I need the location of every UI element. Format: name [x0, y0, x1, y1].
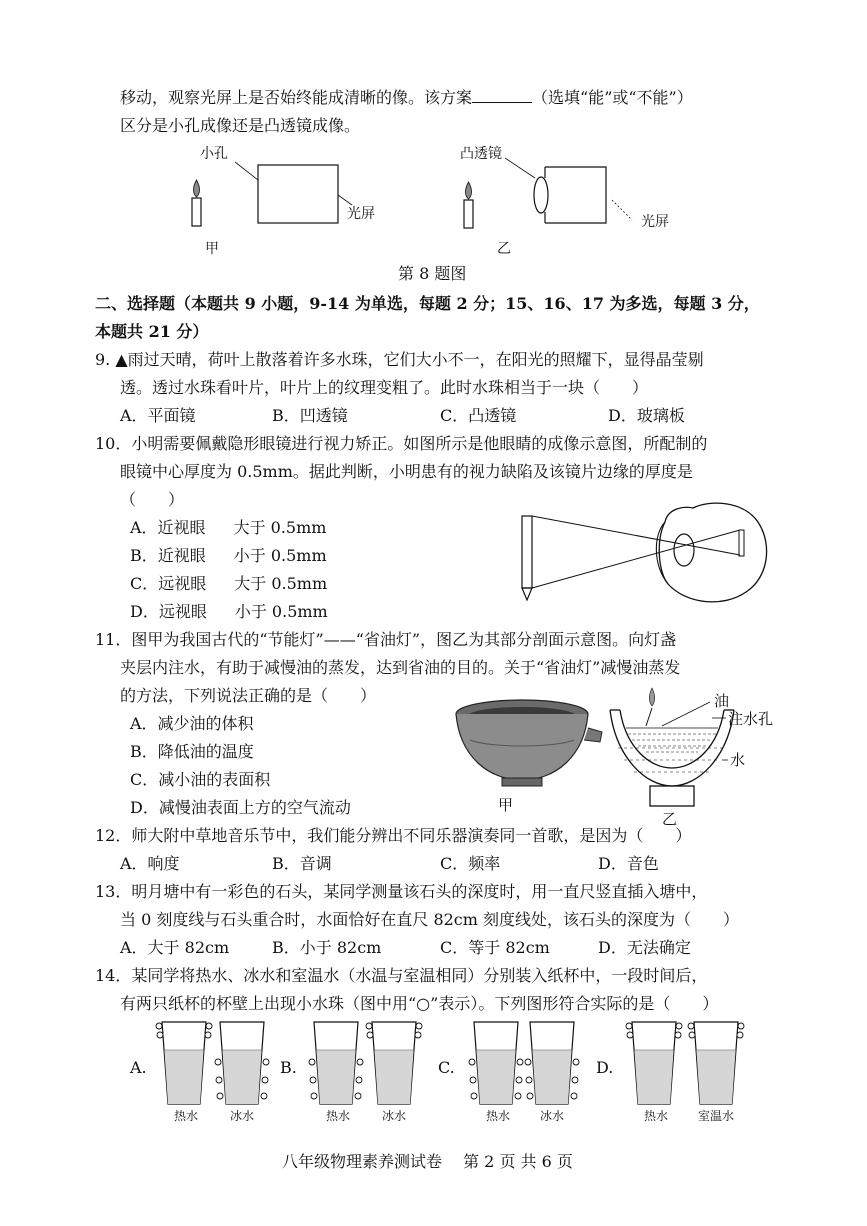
cup-ice-water	[366, 1022, 422, 1104]
q10-line3: （ ）	[120, 490, 185, 509]
q9-line1: 9. ▲雨过天晴，荷叶上散落着许多水珠，它们大小不一，在阳光的照耀下，显得晶莹剔	[95, 350, 704, 369]
cup-hot-water	[309, 1022, 363, 1104]
pencil-icon	[522, 516, 532, 600]
cup-hot-water	[156, 1022, 212, 1104]
label-screen-a: 光屏	[347, 206, 375, 222]
q14-cups-figure	[100, 1018, 860, 1128]
q11-option-c: C．减小油的表面积	[130, 770, 271, 789]
q14-a-right-label: 冰水	[230, 1109, 255, 1123]
q14-option-d-letter: D.	[596, 1058, 614, 1077]
q10-option-b: B．近视眼 小于 0.5mm	[130, 546, 327, 565]
q8-caption: 第 8 题图	[398, 264, 467, 283]
q11-option-d: D．减慢油表面上方的空气流动	[130, 798, 351, 817]
page-footer: 八年级物理素养测试卷 第 2 页 共 6 页	[282, 1152, 573, 1171]
label-oil: 油	[714, 692, 730, 710]
label-jia: 甲	[498, 796, 514, 814]
candle-icon	[464, 182, 473, 228]
q10-line1: 10．小明需要佩戴隐形眼镜进行视力矫正。如图所示是他眼睛的成像示意图，所配制的	[95, 434, 708, 453]
q9-option-a: A．平面镜	[120, 406, 196, 425]
q14-option-a-letter: A.	[130, 1058, 147, 1077]
q14-d-right-label: 室温水	[698, 1109, 735, 1123]
section2-line2: 本题共 21 分）	[95, 322, 209, 341]
cup-hot-water	[469, 1022, 523, 1104]
label-jia: 甲	[205, 241, 219, 257]
cup-ice-water	[215, 1022, 269, 1104]
candle-icon	[192, 180, 201, 226]
q11-line1: 11．图甲为我国古代的“节能灯”——“省油灯”，图乙为其部分剖面示意图。向灯盏	[95, 630, 677, 649]
q10-option-c: C．远视眼 大于 0.5mm	[130, 574, 328, 593]
label-screen-b: 光屏	[641, 214, 669, 230]
q9-option-b: B．凹透镜	[272, 406, 348, 425]
q9-option-c: C．凸透镜	[440, 406, 517, 425]
pinhole-box	[258, 165, 338, 223]
q10-option-a: A．近视眼 大于 0.5mm	[130, 518, 327, 537]
q14-b-left-label: 热水	[326, 1109, 351, 1123]
q14-option-c-letter: C.	[438, 1058, 455, 1077]
q8-line2: 区分是小孔成像还是凸透镜成像。	[120, 116, 361, 135]
q14-line2: 有两只纸杯的杯壁上出现小水珠（图中用“○”表示）。下列图形符合实际的是（ ）	[120, 994, 719, 1013]
label-yi: 乙	[662, 810, 678, 828]
label-water: 水	[730, 751, 746, 769]
q8-line1	[120, 88, 693, 107]
q11-line2: 夹层内注水，有助于减慢油的蒸发，达到省油的目的。关于“省油灯”减慢油蒸发	[120, 658, 681, 677]
q14-option-b-letter: B.	[280, 1058, 297, 1077]
q12-line1: 12．师大附中草地音乐节中，我们能分辨出不同乐器演奏同一首歌，是因为（ ）	[95, 826, 692, 845]
q14-d-left-label: 热水	[644, 1109, 669, 1123]
q14-c-left-label: 热水	[486, 1109, 511, 1123]
q8-line1-pre: 移动，观察光屏上是否始终能成清晰的像。该方案	[120, 88, 473, 107]
q11-option-b: B．降低油的温度	[130, 742, 254, 761]
q12-option-b: B．音调	[272, 854, 332, 873]
eye-diagram	[518, 500, 778, 610]
q14-c-right-label: 冰水	[540, 1109, 565, 1123]
q11-line3: 的方法，下列说法正确的是（ ）	[120, 686, 377, 705]
q11-option-a: A．减少油的体积	[130, 714, 254, 733]
q13-option-b: B．小于 82cm	[272, 938, 382, 957]
q12-option-c: C．频率	[440, 854, 501, 873]
oil-lamp-photo	[456, 700, 602, 786]
q10-option-d: D．远视眼 小于 0.5mm	[130, 602, 328, 621]
q13-option-c: C．等于 82cm	[440, 938, 550, 957]
q9-option-d: D．玻璃板	[608, 406, 685, 425]
q12-option-a: A．响度	[120, 854, 180, 873]
label-fill-hole: 注水孔	[728, 710, 774, 728]
cup-ice-water	[525, 1022, 579, 1104]
cup-hot-water	[626, 1022, 682, 1104]
label-pinhole: 小孔	[200, 146, 228, 162]
cup-room-temp-water	[688, 1022, 744, 1104]
oil-lamp-figure	[450, 688, 790, 828]
q9-line2: 透。透过水珠看叶片，叶片上的纹理变粗了。此时水珠相当于一块（ ）	[120, 378, 649, 397]
q14-line1: 14．某同学将热水、冰水和室温水（水温与室温相同）分别装入纸杯中，一段时间后，	[95, 966, 708, 985]
q13-option-a: A．大于 82cm	[120, 938, 230, 957]
q12-option-d: D．音色	[598, 854, 659, 873]
convex-lens	[534, 177, 548, 213]
q13-line1: 13．明月塘中有一彩色的石头，某同学测量该石头的深度时，用一直尺竖直插入塘中，	[95, 882, 708, 901]
label-yi: 乙	[497, 241, 511, 257]
answer-blank[interactable]	[472, 88, 532, 103]
q14-b-right-label: 冰水	[382, 1109, 407, 1123]
q13-line2: 当 0 刻度线与石头重合时，水面恰好在直尺 82cm 刻度线处，该石头的深度为（ ）	[120, 910, 740, 929]
q14-a-left-label: 热水	[174, 1109, 199, 1123]
q13-option-d: D．无法确定	[598, 938, 691, 957]
q8-line1-post: （选填“能”或“不能”）	[532, 88, 693, 107]
q10-line2: 眼镜中心厚度为 0.5mm。据此判断，小明患有的视力缺陷及该镜片边缘的厚度是	[120, 462, 693, 481]
section2-line1: 二、选择题（本题共 9 小题，9-14 为单选，每题 2 分；15、16、17 为多选，每题 3 分，	[95, 294, 760, 313]
eyeball	[656, 503, 766, 602]
label-lens: 凸透镜	[460, 146, 502, 162]
